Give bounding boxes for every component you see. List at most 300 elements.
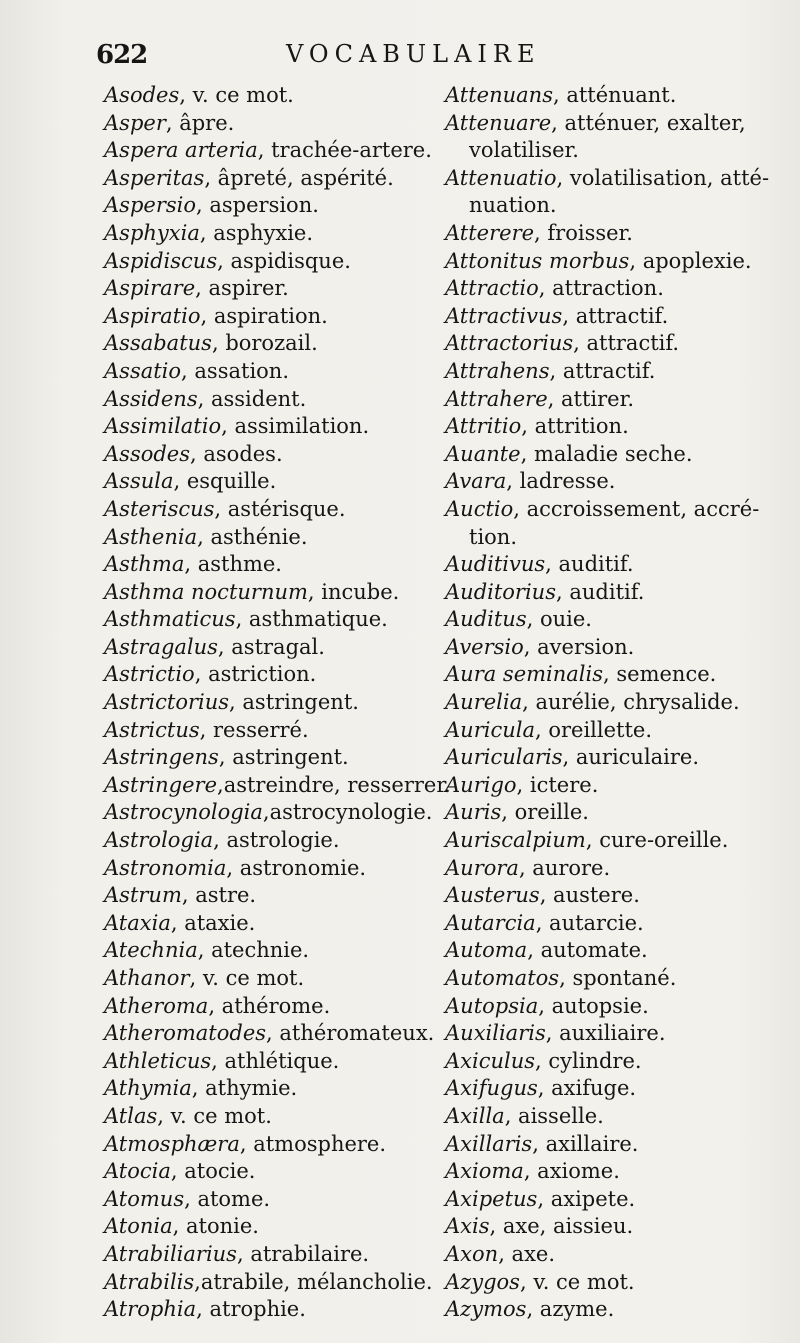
entry-definition: axe. — [511, 1241, 556, 1266]
entry-separator: , — [603, 662, 617, 687]
entry-lemma: Attenuatio — [445, 165, 557, 190]
entry-definition: astreindre, resserrer. — [223, 772, 451, 797]
dictionary-entry — [445, 248, 775, 276]
entry-definition: ictere. — [529, 772, 599, 797]
entry-separator: , — [229, 690, 243, 715]
dictionary-entry — [445, 441, 775, 469]
dictionary-entry — [104, 606, 434, 634]
entry-definition: cure-oreille. — [599, 828, 729, 853]
entry-definition: aisselle. — [518, 1103, 604, 1128]
dictionary-entry — [445, 744, 775, 772]
dictionary-entry — [104, 192, 434, 220]
entry-separator: , — [545, 1021, 560, 1046]
entry-separator: , — [199, 220, 214, 245]
dictionary-entry — [445, 1269, 775, 1297]
entry-separator: , — [214, 496, 228, 521]
entry-definition: aurélie, chrysalide. — [535, 690, 740, 715]
entry-lemma: Attonitus morbus — [445, 248, 630, 273]
entry-separator: , — [537, 1076, 552, 1101]
entry-lemma: Autarcia — [445, 910, 536, 935]
dictionary-entry-continuation — [445, 524, 775, 552]
entry-definition: astérisque. — [227, 496, 346, 521]
entry-separator: , — [239, 1131, 254, 1156]
entry-definition: astrocynologie. — [269, 800, 433, 825]
dictionary-entry — [104, 82, 434, 110]
entry-separator: , — [489, 1214, 503, 1239]
entry-lemma: Attrahere — [445, 386, 548, 411]
dictionary-entry — [104, 1020, 434, 1048]
dictionary-entry — [445, 110, 775, 138]
entry-lemma: Auxiliaris — [445, 1021, 546, 1046]
entry-separator: , — [562, 745, 576, 770]
entry-separator: , — [165, 110, 180, 135]
entry-separator: , — [184, 552, 198, 577]
entry-lemma: Axilla — [445, 1103, 505, 1128]
dictionary-entry — [104, 524, 434, 552]
entry-definition: asthmatique. — [248, 607, 388, 632]
dictionary-entry — [445, 717, 775, 745]
entry-definition: atténuant. — [566, 83, 677, 107]
entry-separator: , — [218, 745, 233, 770]
entry-separator: , — [545, 552, 559, 577]
entry-lemma: Auricula — [445, 717, 535, 742]
dictionary-entry — [104, 1131, 434, 1159]
entry-lemma: Axiculus — [445, 1048, 536, 1073]
dictionary-entry — [104, 1103, 434, 1131]
dictionary-entry — [104, 551, 434, 579]
dictionary-entry — [104, 1269, 434, 1297]
dictionary-entry — [104, 441, 434, 469]
entry-lemma: Autopsia — [445, 993, 539, 1018]
entry-lemma: Attractivus — [445, 303, 563, 328]
entry-definition: volatilisation, atté- — [569, 165, 770, 190]
entry-definition: attirer. — [561, 386, 635, 411]
entry-definition: semence. — [616, 662, 717, 687]
entry-definition: athymie. — [205, 1076, 298, 1101]
dictionary-entry — [445, 330, 775, 358]
entry-separator: , — [501, 800, 515, 825]
entry-lemma: Atheroma — [104, 993, 209, 1018]
entry-definition: aspidisque. — [230, 248, 351, 273]
dictionary-entry — [445, 965, 775, 993]
entry-lemma: Ataxia — [104, 910, 171, 935]
dictionary-entry — [104, 937, 434, 965]
entry-separator: , — [217, 772, 224, 797]
dictionary-entry — [445, 413, 775, 441]
entry-lemma: Atrabilis — [104, 1269, 195, 1294]
entry-separator: , — [236, 1241, 251, 1266]
entry-separator: , — [173, 469, 187, 494]
entry-lemma: Auditorius — [445, 579, 556, 604]
dictionary-entry — [445, 1186, 775, 1214]
entry-separator: , — [534, 717, 549, 742]
entry-lemma: Auante — [445, 441, 521, 466]
entry-lemma: Attractorius — [445, 331, 574, 356]
dictionary-entry — [445, 827, 775, 855]
entry-separator: , — [537, 1186, 551, 1211]
entry-separator: , — [504, 1103, 519, 1128]
entry-definition: aspiration. — [213, 303, 328, 328]
dictionary-entry — [445, 882, 775, 910]
entry-definition: atrabilaire. — [250, 1241, 370, 1266]
dictionary-entry — [445, 551, 775, 579]
entry-lemma: Aversio — [445, 634, 524, 659]
entry-lemma: Aspirare — [104, 276, 196, 301]
dictionary-entry — [104, 1241, 434, 1269]
entry-definition: austere. — [553, 883, 640, 908]
dictionary-entry — [104, 799, 434, 827]
dictionary-entry — [445, 689, 775, 717]
dictionary-entry — [104, 910, 434, 938]
dictionary-entry — [445, 220, 775, 248]
entry-definition: astronomie. — [239, 855, 367, 880]
entry-separator: , — [189, 966, 203, 990]
entry-separator: , — [539, 883, 554, 908]
dictionary-entry — [445, 1048, 775, 1076]
entry-lemma: Asperitas — [104, 165, 205, 190]
entry-definition: incube. — [321, 579, 400, 604]
entry-lemma: Atrophia — [104, 1297, 197, 1322]
entry-lemma: Azymos — [445, 1297, 527, 1322]
entry-separator: , — [197, 524, 211, 549]
dictionary-entry — [104, 1186, 434, 1214]
dictionary-entry — [104, 882, 434, 910]
entry-lemma: Athleticus — [104, 1048, 212, 1073]
entry-definition: aurore. — [532, 855, 611, 880]
entry-definition: attrition. — [534, 414, 629, 439]
entry-lemma: Assula — [104, 469, 174, 494]
entry-lemma: Aspidiscus — [104, 248, 218, 273]
entry-separator: , — [197, 938, 212, 963]
entry-lemma: Asphyxia — [104, 220, 200, 245]
entry-lemma: Asthenia — [104, 524, 198, 549]
entry-lemma: Axis — [445, 1214, 490, 1239]
entry-separator: , — [552, 83, 567, 107]
entry-lemma: Aspersio — [104, 193, 196, 218]
entry-lemma: Astrictorius — [104, 690, 230, 715]
entry-definition: automate. — [540, 938, 648, 963]
entry-definition: froisser. — [547, 220, 633, 245]
dictionary-entry — [445, 1075, 775, 1103]
entry-separator: , — [522, 690, 536, 715]
entry-separator: , — [526, 607, 540, 632]
entry-definition: asodes. — [203, 441, 283, 466]
entry-separator: , — [520, 441, 534, 466]
entry-separator: , — [556, 165, 570, 190]
entry-definition: attractif. — [586, 331, 680, 356]
dictionary-entry — [445, 496, 775, 524]
dictionary-entry — [104, 579, 434, 607]
dictionary-entry — [104, 358, 434, 386]
entry-lemma: Assatio — [104, 358, 182, 383]
dictionary-entry — [104, 689, 434, 717]
entry-lemma: Atrabiliarius — [104, 1241, 237, 1266]
right-column — [445, 82, 775, 1324]
entry-definition: apoplexie. — [642, 248, 752, 273]
entry-separator: , — [170, 1159, 185, 1184]
entry-lemma: Athanor — [104, 966, 190, 990]
entry-separator: , — [573, 331, 587, 356]
dictionary-entry — [445, 468, 775, 496]
dictionary-entry — [104, 468, 434, 496]
entry-definition: axillaire. — [545, 1131, 639, 1156]
entry-separator: , — [498, 1241, 512, 1266]
entry-definition: atonie. — [186, 1214, 259, 1239]
dictionary-entry — [104, 661, 434, 689]
entry-lemma: Aspera arteria — [104, 138, 258, 163]
dictionary-entry — [104, 855, 434, 883]
entry-separator: , — [170, 910, 185, 935]
entry-definition: astringent. — [232, 745, 349, 770]
dictionary-entry — [445, 1103, 775, 1131]
dictionary-entry — [445, 358, 775, 386]
entry-definition: autarcie. — [549, 910, 644, 935]
entry-definition: auditif. — [558, 552, 634, 577]
entry-separator: , — [221, 414, 235, 439]
entry-lemma: Astrologia — [104, 828, 214, 853]
entry-definition: axipete. — [550, 1186, 636, 1211]
entry-definition: cylindre. — [548, 1048, 642, 1073]
dictionary-entry — [445, 910, 775, 938]
entry-lemma: Atonia — [104, 1214, 173, 1239]
entry-lemma: Aurora — [445, 855, 519, 880]
entry-definition: auriculaire. — [575, 745, 700, 770]
entry-lemma: Azygos — [445, 1269, 520, 1294]
entry-lemma: Attenuans — [445, 83, 553, 107]
entry-definition: attractif. — [562, 358, 656, 383]
entry-lemma: Asodes — [104, 83, 180, 107]
entry-separator: , — [307, 579, 322, 604]
dictionary-entry — [445, 855, 775, 883]
dictionary-entry — [445, 275, 775, 303]
entry-separator: , — [534, 220, 548, 245]
dictionary-entry — [104, 1213, 434, 1241]
dictionary-entry — [104, 303, 434, 331]
entry-lemma: Atomus — [104, 1186, 185, 1211]
dictionary-entry — [104, 1296, 434, 1324]
entry-lemma: Astrocynologia — [104, 800, 263, 825]
entry-separator: , — [190, 441, 204, 466]
dictionary-entry — [104, 1158, 434, 1186]
entry-definition: atechnie. — [211, 938, 310, 963]
entry-lemma: Assabatus — [104, 331, 212, 356]
dictionary-entry — [104, 110, 434, 138]
entry-separator: , — [629, 248, 643, 273]
entry-separator: , — [217, 634, 232, 659]
dictionary-entry — [104, 413, 434, 441]
entry-separator: , — [217, 248, 231, 273]
entry-definition: aspersion. — [209, 193, 319, 218]
dictionary-entry — [445, 993, 775, 1021]
entry-separator: , — [527, 938, 541, 963]
entry-lemma: Astronomia — [104, 855, 227, 880]
entry-lemma: Axioma — [445, 1159, 524, 1184]
entry-definition: v. ce mot. — [192, 83, 294, 107]
entry-definition: esquille. — [186, 469, 277, 494]
dictionary-entry — [445, 634, 775, 662]
entry-separator: , — [547, 386, 562, 411]
entry-definition: atome. — [197, 1186, 271, 1211]
entry-definition: azyme. — [539, 1297, 615, 1322]
entry-definition: ouie. — [539, 607, 592, 632]
page-header — [96, 30, 596, 70]
entry-separator: , — [235, 607, 249, 632]
dictionary-entry — [445, 1131, 775, 1159]
dictionary-entry — [104, 137, 434, 165]
entry-definition: resserré. — [213, 717, 309, 742]
entry-separator: , — [532, 1131, 546, 1156]
entry-separator: , — [195, 276, 209, 301]
entry-definition: astrologie. — [226, 828, 340, 853]
entry-lemma: Atlas — [104, 1103, 158, 1128]
entry-separator: , — [172, 1214, 186, 1239]
entry-separator: , — [538, 276, 553, 301]
entry-lemma: Auris — [445, 800, 502, 825]
entry-definition: borozail. — [225, 331, 318, 356]
entry-lemma: Auctio — [445, 496, 514, 521]
entry-lemma: Atocia — [104, 1159, 171, 1184]
entry-separator: , — [556, 579, 570, 604]
entry-separator: , — [196, 1297, 210, 1322]
dictionary-entry — [104, 1048, 434, 1076]
entry-definition: oreille. — [514, 800, 589, 825]
entry-separator: , — [194, 662, 209, 687]
entry-lemma: Astragalus — [104, 634, 218, 659]
entry-definition: asthénie. — [210, 524, 308, 549]
entry-definition: axifuge. — [551, 1076, 637, 1101]
entry-definition: spontané. — [572, 966, 677, 990]
entry-lemma: Attrahens — [445, 358, 550, 383]
entry-lemma: Atmosphæra — [104, 1131, 240, 1156]
dictionary-entry — [104, 717, 434, 745]
dictionary-entry — [445, 1020, 775, 1048]
dictionary-entry-continuation — [445, 137, 775, 165]
entry-definition: atténuer, exalter, — [564, 110, 746, 135]
dictionary-entry — [445, 937, 775, 965]
entry-definition: auxiliaire. — [559, 1021, 666, 1046]
entry-lemma: Assimilatio — [104, 414, 222, 439]
entry-separator: , — [513, 496, 527, 521]
entry-lemma: Astrictus — [104, 717, 200, 742]
entry-definition: assident. — [210, 386, 307, 411]
entry-lemma: Astrum — [104, 883, 182, 908]
entry-lemma: Attritio — [445, 414, 522, 439]
dictionary-entry — [445, 82, 775, 110]
entry-separator: , — [196, 193, 210, 218]
entry-lemma: Aurelia — [445, 690, 523, 715]
entry-lemma: Asthma nocturnum — [104, 579, 308, 604]
dictionary-entry — [104, 275, 434, 303]
dictionary-entry — [104, 634, 434, 662]
entry-definition: atrophie. — [209, 1297, 306, 1322]
entry-separator: , — [191, 1076, 206, 1101]
entry-lemma: Attenuare — [445, 110, 552, 135]
entry-definition: v. ce mot. — [533, 1269, 635, 1294]
entry-definition: axe, aissieu. — [502, 1214, 634, 1239]
entry-separator: , — [194, 1269, 201, 1294]
dictionary-entry — [104, 827, 434, 855]
entry-definition: volatiliser. — [469, 138, 579, 163]
dictionary-entry — [445, 303, 775, 331]
entry-separator: , — [535, 1048, 549, 1073]
dictionary-entry — [104, 993, 434, 1021]
dictionary-entry — [445, 1158, 775, 1186]
entry-lemma: Auriscalpium — [445, 828, 586, 853]
entry-definition: tion. — [469, 524, 517, 549]
entry-separator: , — [199, 717, 213, 742]
entry-definition: astragal. — [231, 634, 325, 659]
entry-definition: attractif. — [575, 303, 669, 328]
entry-lemma: Automatos — [445, 966, 560, 990]
entry-separator: , — [549, 358, 563, 383]
entry-definition: accroissement, accré- — [526, 496, 760, 521]
entry-lemma: Astrictio — [104, 662, 195, 687]
entry-separator: , — [521, 414, 535, 439]
dictionary-entry — [445, 606, 775, 634]
entry-lemma: Aurigo — [445, 772, 517, 797]
dictionary-entry — [104, 744, 434, 772]
dictionary-entry — [445, 772, 775, 800]
entry-separator: , — [211, 331, 226, 356]
entry-lemma: Axon — [445, 1241, 499, 1266]
entry-definition: atrabile, mélancholie. — [200, 1269, 433, 1294]
entry-lemma: Auditus — [445, 607, 527, 632]
entry-definition: âpreté, aspérité. — [217, 165, 394, 190]
entry-definition: maladie seche. — [533, 441, 693, 466]
entry-definition: v. ce mot. — [170, 1103, 272, 1128]
entry-definition: assation. — [194, 358, 289, 383]
entry-lemma: Astringens — [104, 745, 219, 770]
dictionary-entry — [104, 496, 434, 524]
entry-definition: trachée-artere. — [271, 138, 432, 163]
entry-lemma: Axillaris — [445, 1131, 533, 1156]
entry-lemma: Atechnia — [104, 938, 198, 963]
entry-definition: atmosphere. — [253, 1131, 387, 1156]
entry-definition: oreillette. — [548, 717, 652, 742]
entry-lemma: Astringere — [104, 772, 217, 797]
running-title: VOCABULAIRE — [286, 40, 541, 68]
entry-separator: , — [516, 772, 530, 797]
entry-definition: athlétique. — [224, 1048, 340, 1073]
entry-separator: , — [535, 910, 550, 935]
entry-lemma: Atterere — [445, 220, 535, 245]
entry-definition: ladresse. — [519, 469, 616, 494]
entry-lemma: Attractio — [445, 276, 539, 301]
entry-definition: âpre. — [179, 110, 235, 135]
entry-lemma: Athymia — [104, 1076, 192, 1101]
entry-lemma: Asteriscus — [104, 496, 215, 521]
entry-separator: , — [181, 883, 196, 908]
dictionary-entry — [104, 330, 434, 358]
entry-separator: , — [559, 966, 573, 990]
dictionary-entry — [104, 386, 434, 414]
entry-separator: , — [523, 634, 538, 659]
entry-definition: aversion. — [537, 634, 635, 659]
entry-separator: , — [208, 993, 222, 1018]
entry-separator: , — [257, 138, 272, 163]
entry-lemma: Asper — [104, 110, 166, 135]
entry-definition: ataxie. — [184, 910, 256, 935]
left-column — [104, 82, 451, 1324]
dictionary-entry — [104, 1075, 434, 1103]
entry-definition: autopsie. — [551, 993, 649, 1018]
dictionary-entry — [104, 165, 434, 193]
entry-separator: , — [538, 993, 552, 1018]
entry-separator: , — [562, 303, 576, 328]
dictionary-entry-continuation — [445, 192, 775, 220]
entry-lemma: Aspiratio — [104, 303, 201, 328]
entry-lemma: Asthma — [104, 552, 185, 577]
